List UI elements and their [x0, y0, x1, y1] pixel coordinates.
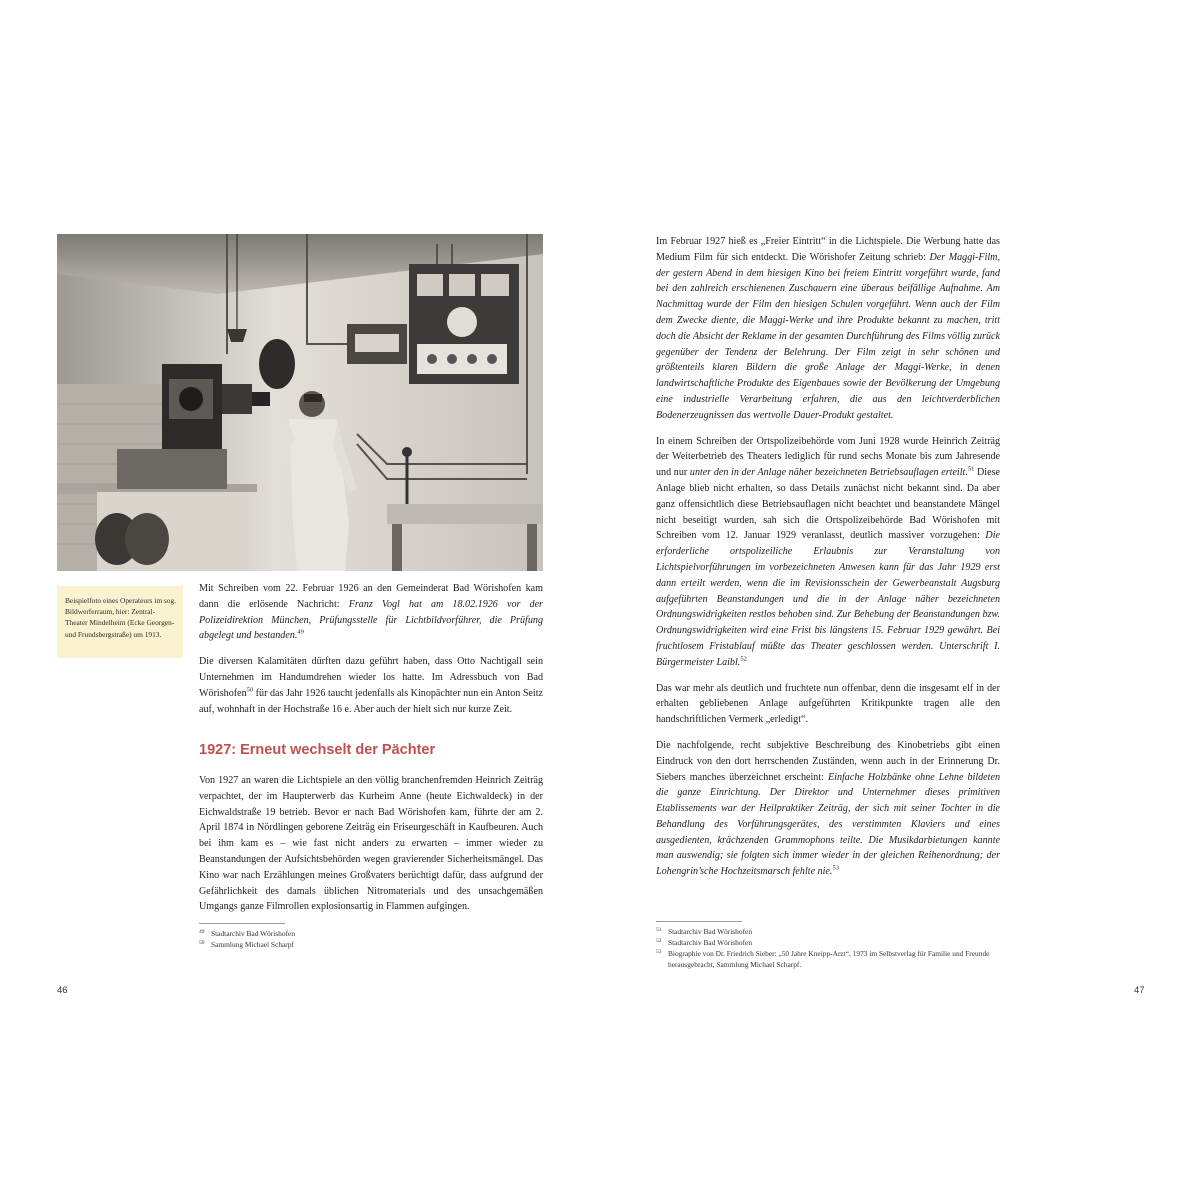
footnote-number: 52: [656, 938, 662, 944]
quote-run: Franz Vogl hat am 18.02.1926 vor der Polizeidirektion München, Prüfungsstelle für Lichtbildvorführer, die Prüfung abgelegt und bestanden.: [199, 598, 543, 642]
footnote-number: 51: [656, 927, 662, 933]
text-run: In einem Schreiben der Ortspolizeibehörde vom Juni 1928 wurde Heinrich Zeiträg der Weiterbetrieb des Theaters lediglich für rund sechs Monate bis zum Jahresende und nur: [656, 435, 1000, 479]
left-paragraph-3: Von 1927 an waren die Lichtspiele an den völlig branchenfremden Heinrich Zeiträg verpachtet, der im Haupterwerb das Kurheim Anne (heute Eichwaldeck) in der Eichwaldstraße 19 betrieb. Bevor er nach Bad Wörishofen kam, führte der am 2. April 1874 in Nördlingen geborene Zeiträg ein Friseurgeschäft in Kaufbeuren. Auch bei ihm kam es – wie fast nicht anders zu erwarten – immer wieder zu Beanstandungen der Aufsichtsbehörden wegen gravierender Sicherheitsmängel. Das Kino war nach Erzählungen meines Großvaters berüchtigt dafür, dass aufgrund der Gefährlichkeit des damals üblichen Nitromaterials und des unsachgemäßen Umgangs ganze Filmrollen explosionsartig in Flammen aufgingen.: [199, 775, 543, 913]
text-run: Die nachfolgende, recht subjektive Beschreibung des Kinobetriebs gibt einen Eindruck von den dort herrschenden Zuständen, wenn auch in der Erinnerung Dr. Siebers manches überzeichnet erscheint:: [656, 739, 1000, 783]
footnote-number: 49: [199, 929, 205, 935]
footnote-item: [199, 939, 543, 950]
left-body-text-2: [199, 773, 543, 925]
right-footnotes: [656, 926, 1000, 970]
text-run: Diese Anlage blieb nicht erhalten, so dass Details zunächst nicht bekannt sind. Da aber ganz offensichtlich diese Betriebsauflagen nicht beachtet und beanstandete Mängel nicht beseitigt wurden, sah sich die Ortspolizeibehörde Bad Wörishofen mit Schreiben vom 12. Januar 1929 veranlasst, deutlich massiver vorzugehen:: [656, 467, 1000, 542]
footnote-item: [656, 948, 1000, 970]
text-run: Im Februar 1927 hieß es „Freier Eintritt“ in die Lichtspiele. Die Werbung hatte das Medium Film für sich entdeckt. Die Wörishofer Zeitung schrieb:: [656, 236, 1000, 263]
page-number-left: 46: [57, 985, 68, 996]
section-heading: 1927: Erneut wechselt der Pächter: [199, 742, 436, 758]
footnote-text: Stadtarchiv Bad Wörishofen: [668, 938, 753, 947]
footnote-text: Stadtarchiv Bad Wörishofen: [211, 929, 296, 938]
footnote-item: [656, 926, 1000, 937]
quote-run: Die erforderliche ortspolizeiliche Erlaubnis zur Veranstaltung von Lichtspielvorführungen im vorbezeichneten Anwesen kann für das Jahr 1929 erst dann erteilt werden, wenn die im Revisionsschein der Gewerbeanstalt Augsburg aufgeführten Beanstandungen und die in der Anlage näher bezeichneten Ordnungswidrigkeiten restlos behoben sind. Zur Behebung der Beanstandungen bzw. Ordnungswidrigkeiten wird eine Frist bis längstens 15. Februar 1929 gewährt. Bei fruchtlosem Fristablauf müßte das Theater geschlossen werden. Unterschrift I. Bürgermeister Laibl.: [656, 530, 1000, 668]
photo-caption-text: Beispielfoto eines Operateurs im sog. Bildwerferraum, hier: Zentral-Theater Mindelheim (Ecke Georgen- und Frundsbergstraße) um 1913.: [65, 596, 177, 639]
page-number-right: 47: [1134, 985, 1145, 996]
footnote-text: Sammlung Michael Scharpf: [211, 940, 294, 949]
photo-caption: [57, 586, 183, 658]
text-run: für das Jahr 1926 taucht jedenfalls als Kinopächter nun ein Anton Seitz auf, wohnhaft in der Hochstraße 16 e. Aber auch der hielt sich nur kurze Zeit.: [199, 687, 543, 715]
quote-run: Einfache Holzbänke ohne Lehne bildeten die ganze Einrichtung. Der Direktor und Unternehmer dieses primitiven Etablissements war der Heilpraktiker Zeiträg, der sich mit seiner Tochter in die Behandlung des Vorführungsgerätes, des verstimmten Klaviers und eines ausgedienten, krächzenden Grammophons teilte. Die Musikdarbietungen kannte man auswendig; sie folgten sich immer wieder in der gleichen Reihenordnung; der Lohengrin’sche Hochzeitsmarsch fehlte nie.: [656, 771, 1000, 878]
footnote-item: [656, 937, 1000, 948]
footnote-ref: 53: [832, 864, 839, 872]
quote-run: unter den in der Anlage näher bezeichneten Betriebsauflagen erteilt.: [689, 467, 968, 479]
footnote-number: 50: [199, 940, 205, 946]
left-paragraph-2: [199, 654, 543, 717]
quote-run: Der Maggi-Film, der gestern Abend in dem hiesigen Kino bei freiem Eintritt vorgeführt wurde, fand bei den zahlreich erschienenen Zuschauern eine überaus beifällige Aufnahme. Am Nachmittag wurde der Film den hiesigen Schulen vorgeführt. Wenn auch der Film dem Zwecke diente, die Maggi-Werke und ihre Produkte bekannt zu machen, tritt doch die Absicht der Reklame in der gesamten Durchführung des Films völlig zurück gegenüber der Tendenz der Belehrung. Der Film zeigt in sehr schönen und größtenteils klaren Bildern die große Anlage der Maggi-Werke, in denen landwirtschaftliche Produkte des Eigenbaues sowie der Bevölkerung der Umgebung eine industrielle Verarbeitung erfahren, die aus den leichtverderblichen Bodenerzeugnissen das wertvolle Dauer-Produkt gestaltet.: [656, 251, 1000, 421]
footnote-number: 53: [656, 949, 662, 955]
footnote-ref: 49: [297, 629, 304, 637]
text-run: Die diversen Kalamitäten dürften dazu geführt haben, dass Otto Nachtigall sein Unternehmen im Handumdrehen wieder los hatte. Im Adressbuch von Bad Wörishofen: [199, 656, 543, 699]
right-page: [600, 0, 1200, 1200]
right-paragraph-1: [656, 234, 1000, 424]
footnote-divider: [656, 921, 742, 922]
footnote-divider: [199, 923, 285, 924]
projection-room-photo: [57, 234, 543, 571]
footnote-ref: 51: [967, 465, 975, 473]
left-body-text: [199, 581, 543, 727]
footnote-text: Biographie von Dr. Friedrich Sieber: „50 Jahre Kneipp-Arzt“, 1973 im Selbstverlag für Familie und Freunde herausgebracht, Sammlung Michael Scharpf.: [668, 949, 990, 969]
right-paragraph-3: Das war mehr als deutlich und fruchtete nun offenbar, denn die insgesamt elf in der erhalten gebliebenen Anlage aufgeführten Kritikpunkte tragen alle den handschriftlichen Vermerk „erledigt“.: [656, 682, 1000, 726]
footnote-ref: 52: [740, 655, 747, 663]
right-body-text: [656, 234, 1000, 890]
footnote-item: [199, 928, 543, 939]
footnote-ref: 50: [246, 686, 254, 694]
right-paragraph-2: [656, 434, 1000, 671]
footnote-text: Stadtarchiv Bad Wörishofen: [668, 927, 753, 936]
historical-photo: [57, 234, 543, 571]
left-paragraph-1: [199, 581, 543, 644]
left-footnotes: [199, 928, 543, 950]
right-paragraph-4: [656, 738, 1000, 880]
text-run: Mit Schreiben vom 22. Februar 1926 an den Gemeinderat Bad Wörishofen kam dann die erlösende Nachricht:: [199, 583, 543, 610]
